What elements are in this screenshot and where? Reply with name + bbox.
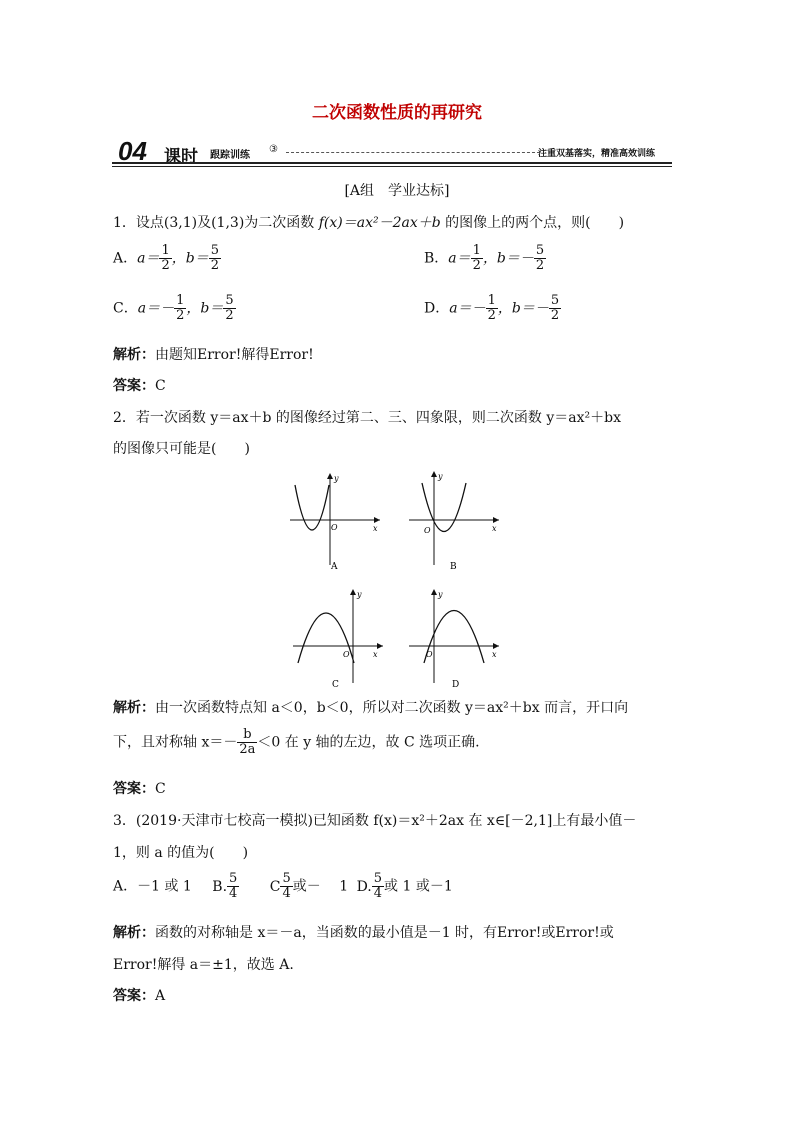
q1-option-a [113,244,221,273]
analysis-text: ＜0 在 y 轴的左边，故 C 选项正确. [257,734,480,751]
axis-x-label: x [492,524,497,533]
option-a-var: a＝ [137,250,160,267]
answer-value: C [155,378,166,394]
q1-stem-pre: 1．设点(3,1)及(1,3)为二次函数 [113,215,319,231]
graph-label-a: A [331,562,338,572]
option-a-var: a＝ [448,250,471,267]
q3-options [113,872,453,901]
fraction: $\frac{5}{2}$ [535,243,545,273]
answer-label: 答案： [113,781,155,797]
option-b-var: ，b＝－ [482,250,534,267]
fraction: $\frac{1}{2}$ [161,243,170,273]
axis-y-label: y [334,474,339,483]
analysis-text: 由一次函数特点知 a＜0，b＜0，所以对二次函数 y＝ax²＋bx 而言，开口向 [155,700,629,716]
q1-stem-func: f(x)＝ax²－2ax＋b [318,215,441,231]
q3-option-c-label: C [269,878,281,895]
option-a-var: a＝－ [137,300,175,317]
axis-y-label: y [438,590,443,599]
fraction: $\frac{1}{2}$ [472,243,481,273]
q3-analysis-line1 [113,922,614,942]
graph-c [288,583,388,691]
q1-stem-post: 的图像上的两个点，则( ) [440,215,625,231]
lesson-banner [112,138,672,166]
answer-label: 答案： [113,988,155,1004]
q3-option-b-label: B. [212,878,228,895]
q3-stem-line1: 3．(2019·天津市七校高一模拟)已知函数 f(x)＝x²＋2ax 在 x∈[－2,1]上有最小值－ [113,813,637,829]
lesson-label: 课时 [164,147,198,167]
option-label: C． [113,300,138,317]
option-label: D． [424,300,450,317]
axis-x-label: x [373,650,378,659]
analysis-text: 函数的对称轴是 x＝－a，当函数的最小值是－1 时，有Error!或Error!或 [155,925,614,941]
answer-label: 答案： [113,378,155,394]
q1-option-d [424,294,561,323]
q3-option-d-label: D. [356,878,372,895]
training-label: 跟踪训练 [210,150,250,161]
q2-stem-line1: 2．若一次函数 y＝ax＋b 的图像经过第二、三、四象限，则二次函数 y＝ax²＋bx [113,410,621,426]
q3-analysis-line2: Error!解得 a＝±1，故选 A. [113,957,294,973]
option-b-var: ，b＝ [186,300,224,317]
axis-x-label: x [492,650,497,659]
fraction: $\frac{5}{4}$ [373,871,383,901]
section-heading: [A组 学业达标] [344,183,450,199]
origin-label: O [426,650,433,659]
q3-option-c-text: 或－ 1 [292,878,349,895]
fraction: $\frac{5}{2}$ [550,293,560,323]
q2-analysis-line2 [113,728,480,757]
origin-label: O [424,526,431,535]
q1-analysis [113,344,314,364]
fraction: $\frac{5}{2}$ [210,243,220,273]
axis-y-label: y [357,590,362,599]
answer-value: A [155,988,166,1004]
graph-a [285,465,385,573]
graph-label-d: D [452,680,460,690]
q1-option-b [424,244,546,273]
analysis-text: 由题知Error!解得Error! [155,347,314,363]
q2-stem-line2: 的图像只可能是( ) [113,441,250,457]
q3-answer [113,985,165,1005]
lesson-number: 04 [118,136,147,166]
analysis-label: 解析： [113,347,155,363]
q1-stem [113,212,624,232]
analysis-text: 下，且对称轴 x＝－ [113,734,238,751]
option-b-var: ，b＝－ [497,300,549,317]
fraction: $\frac{b}{2a}$ [239,727,256,757]
option-b-var: ，b＝ [171,250,209,267]
graph-label-b: B [450,562,457,572]
graph-d [404,583,504,691]
axis-y-label: y [438,472,443,481]
axis-x-label: x [373,524,378,533]
q2-analysis-line1 [113,697,628,717]
q3-option-a: A．－1 或 1 [113,878,192,895]
graph-b [404,465,504,573]
fraction: $\frac{5}{4}$ [282,871,291,901]
graph-label-c: C [332,680,339,690]
fraction: $\frac{5}{2}$ [225,293,234,323]
banner-slogan: 注重双基落实，精准高效训练 [538,149,656,159]
q3-stem-line2: 1，则 a 的值为( ) [113,845,249,861]
q3-option-d-text: 或 1 或－1 [384,878,453,895]
fraction: $\frac{1}{2}$ [176,293,185,323]
origin-label: O [343,650,350,659]
answer-value: C [155,781,166,797]
option-label: A． [113,250,138,267]
banner-rule-thick [112,162,672,164]
q1-answer [113,375,166,395]
analysis-label: 解析： [113,925,155,941]
fraction: $\frac{1}{2}$ [487,293,496,323]
page-title: 二次函数性质的再研究 [312,103,482,123]
circle-number: ③ [269,144,278,155]
q2-answer [113,778,166,798]
origin-label: O [331,523,338,532]
option-a-var: a＝－ [449,300,486,317]
analysis-label: 解析： [113,700,155,716]
banner-rule-thin [112,166,672,167]
option-label: B． [424,250,449,267]
dashed-divider [286,152,540,153]
fraction: $\frac{5}{4}$ [229,871,238,901]
q1-option-c [113,294,236,323]
